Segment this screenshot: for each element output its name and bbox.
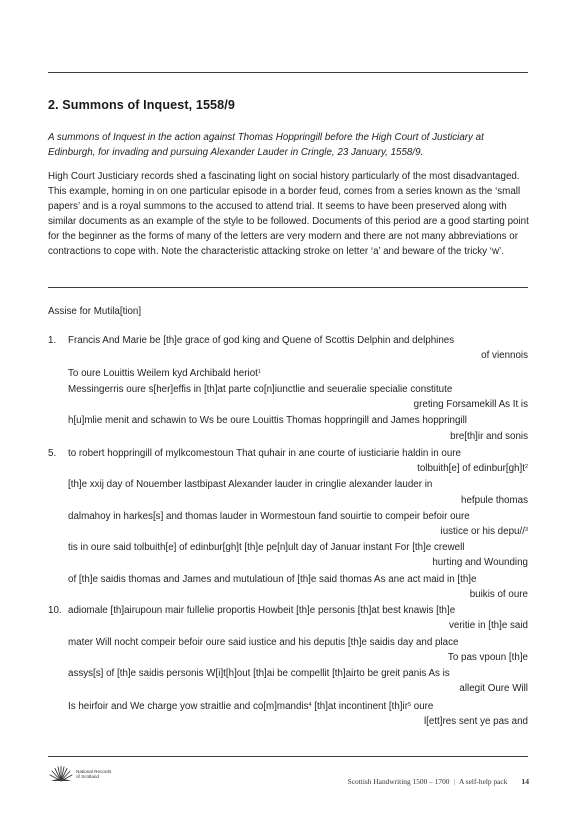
section-heading: 2. Summons of Inquest, 1558/9 — [48, 98, 235, 112]
transcription-line: greting Forsamekill As It is — [413, 399, 528, 410]
transcription-line: iustice or his depu//$^3$ — [440, 526, 528, 537]
transcription-line: Messingerris oure s[her]effis in [th]at parte co[n]iunctlie and seueralie specialie constitute — [68, 384, 453, 395]
intro-paragraph: High Court Justiciary records shed a fascinating light on social history particularly of the most disadvantaged. This example, homing in on one particular episode in a border feud, comes from a series known as the ‘small papers’ and is a royal summons to the accused to attend trial. It seems to have been preserved along with similar documents as an example of the style to be followed. Documents of this period are a good starting point for the beginner as the forms of many of the letters are very modern and there are not many abbreviations or contractions to cope with. Note the characteristic attacking stroke on letter ‘a’ and beware of the tricky ‘w’. — [48, 171, 529, 257]
transcription-line: hefpule thomas — [461, 495, 528, 506]
transcription-line: To pas vpoun [th]e — [447, 652, 528, 663]
transcription-line: of [th]e saidis thomas and James and mutulatioun of [th]e said thomas As ane act maid in [th]e — [68, 574, 477, 585]
transcription-line: tolbuith[e] of $edinbur[gh]t^2$ — [417, 463, 528, 474]
transcription-line: [th]e xxij day of Nouember lastbipast Alexander lauder in cringlie alexander lauder in — [68, 479, 433, 490]
transcription-line: tis in oure said tolbuith[e] of edinbur[gh]t [th]e pe[n]ult day of Januar instant For [th]e crewell — [68, 542, 465, 553]
footnote-marker: 3 — [524, 527, 528, 533]
thistle-logo-icon — [48, 766, 74, 782]
footer-rule — [48, 756, 528, 757]
line-number: 1. — [48, 335, 57, 346]
transcription-line: Is heirfoir and We charge yow straitlie and co[m]mandis$^4$ [th]at incontinent $[th]ir^5$ oure — [68, 701, 434, 712]
footnote-marker: 5 — [407, 702, 412, 708]
transcription-line: Francis And Marie be [th]e grace of god king and Quene of Scottis Delphin and delphines — [68, 335, 455, 346]
nrs-logo — [48, 766, 112, 782]
transcription-title: Assise for Mutila[tion] — [48, 306, 142, 317]
logo-wordmark: National Records of Scotland — [76, 769, 112, 779]
transcription-line: adiomale [th]airupoun mair fullelie proportis Howbeit [th]e personis [th]at best knawis [th]e — [68, 605, 456, 616]
transcription-line: hurting and Wounding — [432, 557, 528, 568]
footnote-marker: 4 — [308, 702, 312, 708]
transcription-line: mater Will nocht compeir befoir oure said iustice and his deputis [th]e saidis day and place — [68, 637, 459, 648]
transcription-line: assys[s] of [th]e saidis personis W[i]t[h]out [th]ai be compellit [th]airto be greit panis As is — [68, 668, 450, 679]
transcription-line: dalmahoy in harkes[s] and thomas lauder in Wormestoun fand souirtie to compeir befoir oure — [68, 511, 470, 522]
transcription-line: bre[th]ir and sonis — [450, 431, 528, 442]
publication-title: Scottish Handwriting 1500 – 1700 — [347, 777, 450, 786]
transcription-line: l[ett]res sent ye pas and — [423, 716, 528, 727]
line-number: 5. — [48, 448, 57, 459]
transcription-line: h[u]mlie menit and schawin to Ws be oure Louittis Thomas hoppringill and James hoppringill — [68, 415, 467, 426]
footer-title — [348, 777, 529, 786]
transcription-line: To oure Louittis Weilem kyd Archibald heriot$^1$ — [68, 368, 261, 379]
line-number: 10. — [48, 605, 62, 616]
footer-separator: | — [453, 777, 455, 786]
publication-subtitle: A self-help pack — [458, 777, 508, 786]
page-number: 14 — [521, 777, 529, 786]
document-caption: A summons of Inquest in the action against Thomas Hoppringill before the High Court of Justiciary at Edinburgh, for invading and pursuing Alexander Lauder in Cringle, 23 January, 1558/9. — [48, 132, 484, 158]
footnote-marker: 1 — [257, 369, 261, 375]
footnote-marker: 2 — [524, 464, 528, 470]
transcription-line: to robert hoppringill of mylkcomestoun That quhair in ane courte of iusticiarie haldin in oure — [68, 448, 461, 459]
transcription-line: buikis of oure — [469, 589, 528, 600]
transcription-line: of viennois — [481, 350, 528, 361]
transcription-line: veritie in [th]e said — [449, 620, 528, 631]
transcription-line: allegit Oure Will — [459, 683, 528, 694]
